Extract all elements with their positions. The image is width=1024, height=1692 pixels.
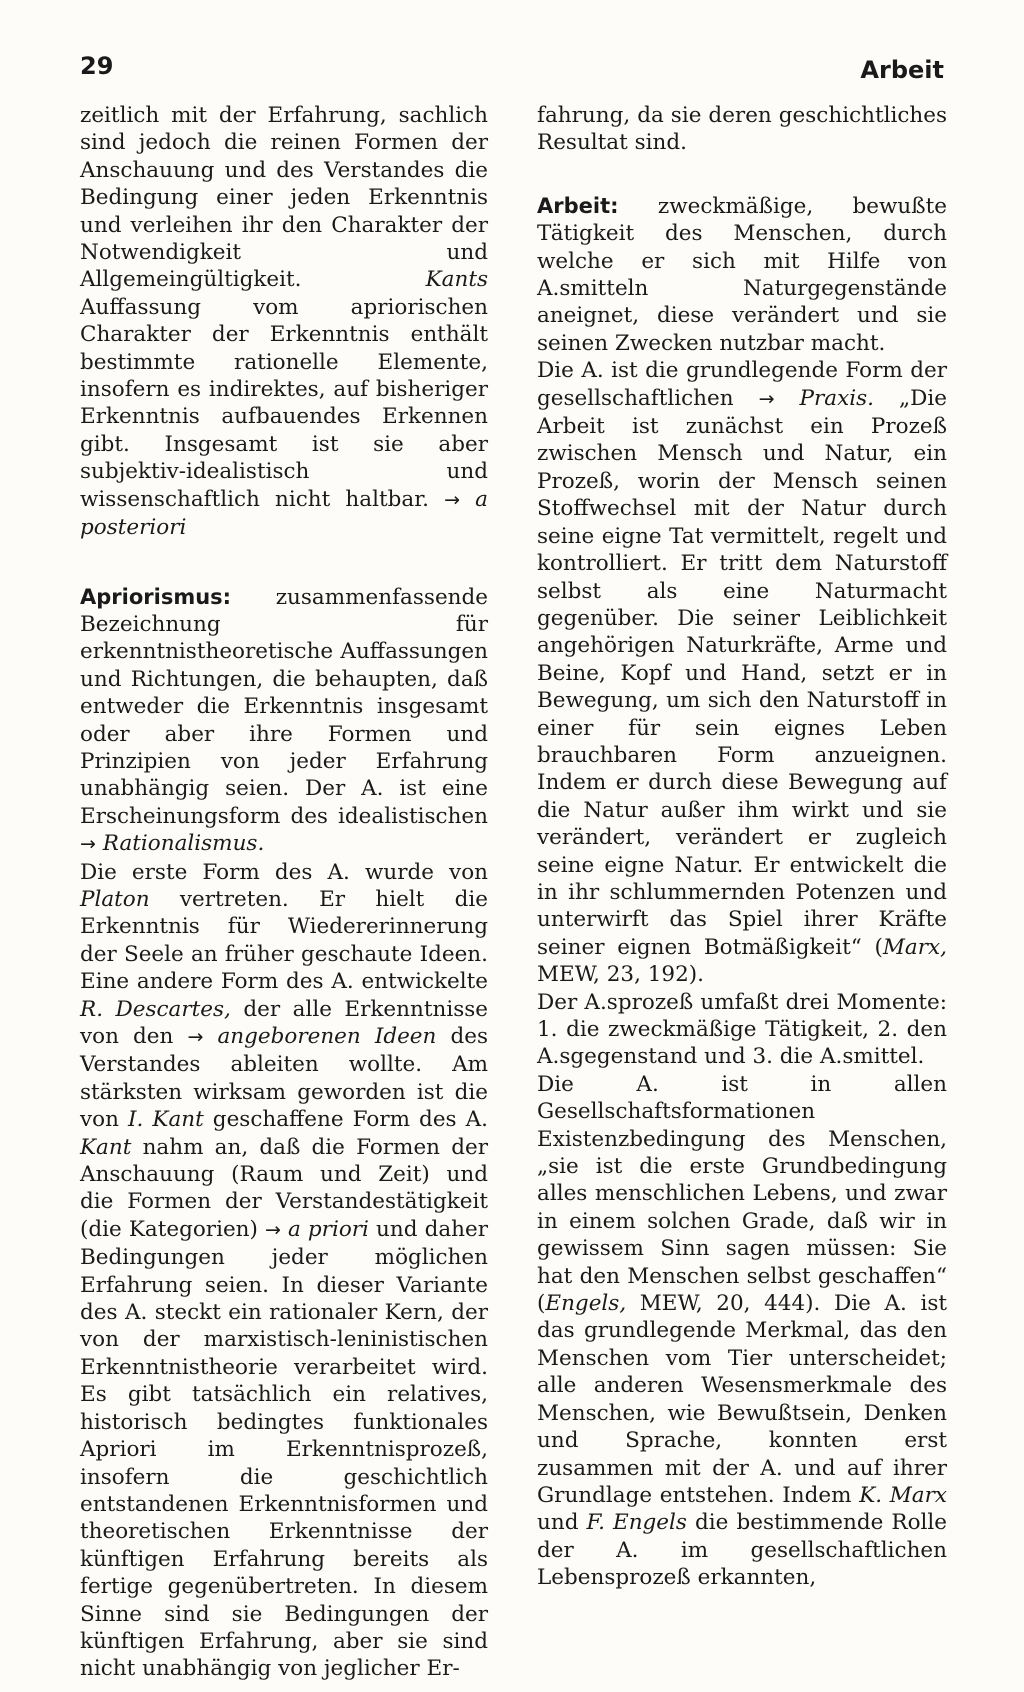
cross-reference[interactable]: Praxis. xyxy=(799,385,874,411)
name-reference: Kant xyxy=(80,1134,132,1160)
cross-reference-arrow-icon: → xyxy=(80,833,96,856)
cross-reference[interactable]: angeborenen Ideen xyxy=(217,1024,437,1049)
entry-arbeit: Arbeit: zweckmäßige, bewußte Tätigkeit des Menschen, durch welche er sich mit Hilfe von A.smitteln Naturgegenstände aneignet, diese verändert und sie seinen Zwecken nutzbar macht. xyxy=(537,193,947,356)
name-reference: I. Kant xyxy=(128,1107,204,1133)
name-reference: K. Marx xyxy=(859,1482,947,1508)
paragraph-continuation: fahrung, da sie deren geschichtliches Resultat sind. xyxy=(537,103,947,156)
paragraph-continuation: zeitlich mit der Erfahrung, sachlich sind jedoch die reinen Formen der Anschauung und des Verstandes die Bedingung einer jeden Erkenntnis und verleihen ihr den Charakter der Notwendigkeit und Allgemeingültigkeit. Kants Auffassung vom apriorischen Charakter der Erkenntnis enthält bestimmte rationelle Elemente, insofern es indirektes, auf bisheriger Erkenntnis aufbauendes Erkennen gibt. Insgesamt ist sie aber subjektiv-idealistisch und wissenschaftlich nicht haltbar. → a posteriori xyxy=(80,103,488,541)
paragraph: Die erste Form des A. wurde von Platon vertreten. Er hielt die Erkenntnis für Wiedererinnerung der Seele an früher geschaute Ideen. Eine andere Form des A. entwickelte R. Descartes, der alle Erkenntnisse von den → angeborenen Ideen des Verstandes ableiten wollte. Am stärksten wirksam geworden ist die von I. Kant geschaffene Form des A. Kant nahm an, daß die Formen der Anschauung (Raum und Zeit) und die Formen der Verstandestätigkeit (die Kategorien) → a priori und daher Bedingungen jeder möglichen Erfahrung seien. In dieser Variante des A. steckt ein rationaler Kern, der von der marxistisch-leninistischen Erkenntnistheorie verarbeitet wird. Es gibt tatsächlich ein relatives, historisch bedingtes funktionales Apriori im Erkenntnisprozeß, insofern die geschichtlich entstandenen Erkenntnisformen und theoretischen Erkenntnisse der künftigen Erfahrung bereits als fertige gegenübertreten. In diesem Sinne sind sie Bedingungen der künftigen Erfahrung, aber sie sind nicht unabhängig von jeglicher Er- xyxy=(80,859,488,1682)
cross-reference[interactable]: Rationalismus. xyxy=(102,831,265,857)
cross-reference[interactable]: a priori xyxy=(288,1216,369,1242)
headword: Apriorismus: xyxy=(80,584,232,609)
entry-apriorismus: Apriorismus: zusammenfassende Bezeichnung für erkenntnistheoretische Auffassungen und Richtungen, die behaupten, daß entweder die Erkenntnis insgesamt oder aber ihre Formen und Prinzipien von jeder Erfahrung unabhängig seien. Der A. ist eine Erscheinungsform des idealistischen → Rationalismus. xyxy=(80,584,488,857)
paragraph: Die A. ist in allen Gesellschaftsformationen Existenzbedingung des Menschen, „sie ist die erste Grundbedingung alles menschlichen Lebens, und zwar in einem solchen Grade, daß wir in gewissem Sinn sagen müssen: Sie hat den Menschen selbst geschaffen“ (Engels, MEW, 20, 444). Die A. ist das grundlegende Merkmal, das den Menschen vom Tier unterscheidet; alle anderen Wesensmerkmale des Menschen, wie Bewußtsein, Denken und Sprache, konnten erst zusammen mit der A. und auf ihrer Grundlage entstehen. Indem K. Marx und F. Engels die bestimmende Rolle der A. im gesellschaftlichen Lebensprozeß erkannten, xyxy=(537,1071,947,1591)
left-column xyxy=(80,102,488,1683)
name-reference: F. Engels xyxy=(586,1510,687,1536)
name-reference: Kants xyxy=(425,267,488,293)
running-head: Arbeit xyxy=(860,56,944,84)
headword: Arbeit: xyxy=(537,193,619,218)
cross-reference-arrow-icon: → xyxy=(444,488,461,511)
name-reference: Platon xyxy=(80,886,150,912)
paragraph: Der A.sprozeß umfaßt drei Momente: 1. die zweckmäßige Tätigkeit, 2. den A.sgegenstand und 3. die A.smittel. xyxy=(537,989,947,1070)
right-column xyxy=(537,102,947,1592)
cross-reference-arrow-icon: → xyxy=(758,387,775,410)
name-reference: R. Descartes, xyxy=(80,996,231,1022)
page-number: 29 xyxy=(80,52,114,80)
name-reference: Engels, xyxy=(545,1291,627,1317)
paragraph: Die A. ist die grundlegende Form der gesellschaftlichen → Praxis. „Die Arbeit ist zunächst ein Prozeß zwischen Mensch und Natur, ein Prozeß, worin der Mensch seinen Stoffwechsel mit der Natur durch seine eigne Tat vermittelt, regelt und kontrolliert. Er tritt dem Naturstoff selbst als eine Naturmacht gegenüber. Die seiner Leiblichkeit angehörigen Naturkräfte, Arme und Beine, Kopf und Hand, setzt er in Bewegung, um sich den Naturstoff in einer für sein eignes Leben brauchbaren Form anzueignen. Indem er durch diese Bewegung auf die Natur außer ihm wirkt und sie verändert, verändert er zugleich seine eigne Natur. Er entwickelt die in ihr schlummernden Potenzen und unterwirft das Spiel ihrer Kräfte seiner eignen Botmäßigkeit“ (Marx, MEW, 23, 192). xyxy=(537,358,947,988)
cross-reference[interactable]: a posteriori xyxy=(80,486,488,541)
cross-reference-arrow-icon: → xyxy=(187,1026,204,1048)
cross-reference-arrow-icon: → xyxy=(265,1218,281,1241)
name-reference: Marx, xyxy=(882,934,947,960)
